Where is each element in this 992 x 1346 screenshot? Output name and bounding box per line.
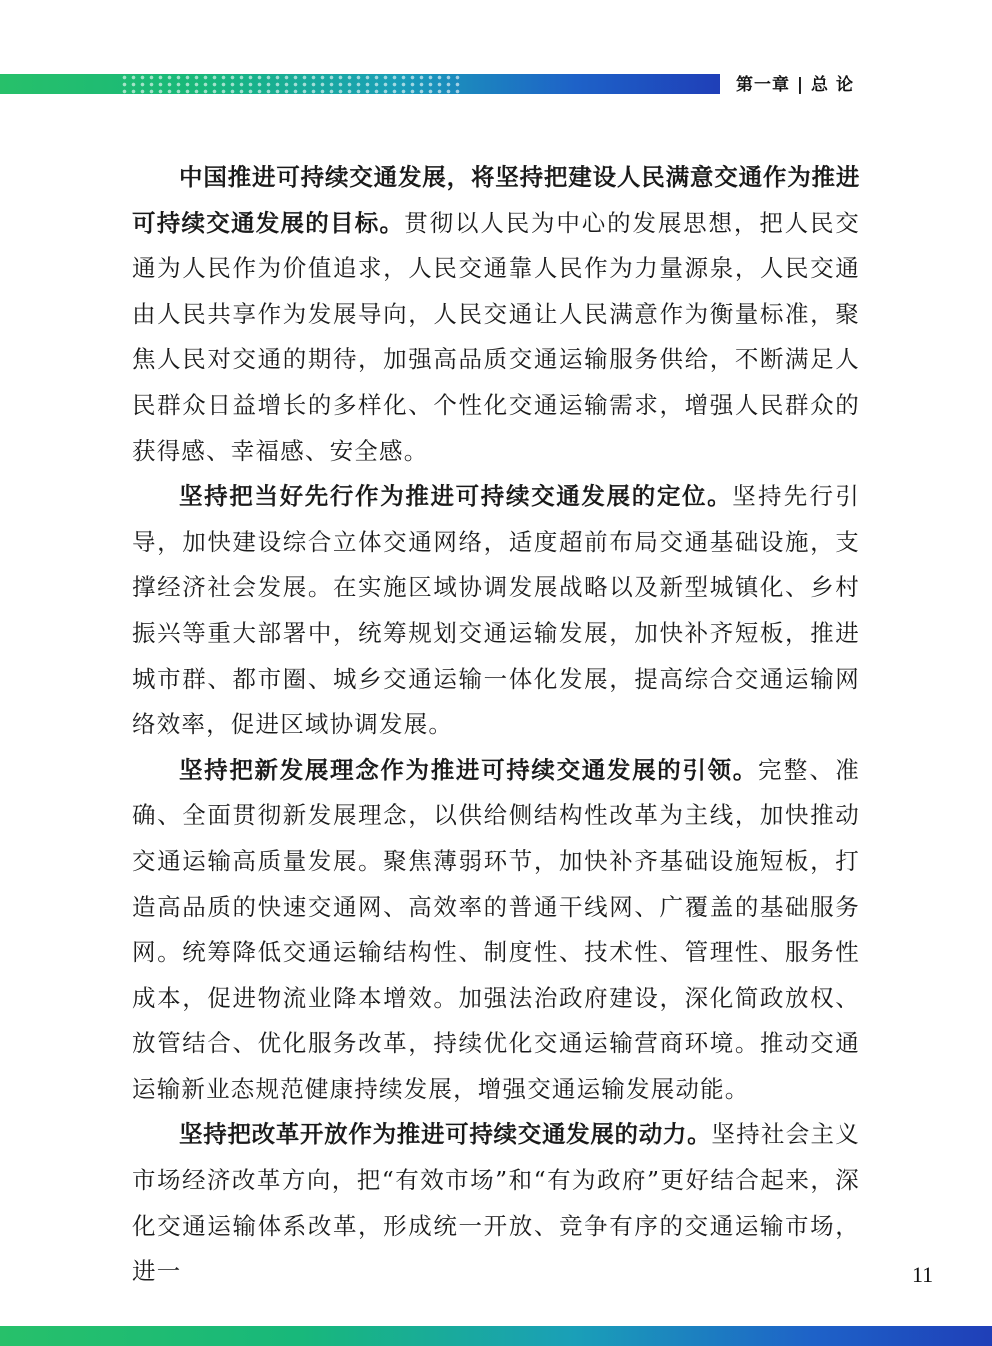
paragraph-positioning — [132, 474, 860, 748]
paragraph-lead: 坚持把当好先行作为推进可持续交通发展的定位。 — [179, 482, 733, 511]
paragraph-body: 坚持社会主义市场经济改革方向，把“有效市场”和“有为政府”更好结合起来，深化交通运输体系改革，形成统一开放、竞争有序的交通运输市场，进一 — [132, 1120, 860, 1286]
header-dot-pattern — [120, 74, 460, 94]
page-number: 11 — [912, 1262, 934, 1287]
paragraph-body: 完整、准确、全面贯彻新发展理念，以供给侧结构性改革为主线，加快推动交通运输高质量发展。聚焦薄弱环节，加快补齐基础设施短板，打造高品质的快速交通网、高效率的普通干线网、广覆盖的基础服务网。统筹降低交通运输结构性、制度性、技术性、管理性、服务性成本，促进物流业降本增效。加强法治政府建设，深化简政放权、放管结合、优化服务改革，持续优化交通运输营商环境。推动交通运输新业态规范健康持续发展，增强交通运输发展动能。 — [132, 755, 860, 1103]
paragraph-lead: 坚持把改革开放作为推进可持续交通发展的动力。 — [179, 1120, 712, 1149]
footer-color-band — [0, 1326, 992, 1346]
paragraph-body: 坚持先行引导，加快建设综合立体交通网络，适度超前布局交通基础设施，支撑经济社会发展。在实施区域协调发展战略以及新型城镇化、乡村振兴等重大部署中，统筹规划交通运输发展，加快补齐短板，推进城市群、都市圈、城乡交通运输一体化发展，提高综合交通运输网络效率，促进区域协调发展。 — [132, 482, 860, 739]
paragraph-guidance — [132, 748, 860, 1113]
paragraph-goal — [132, 155, 860, 474]
paragraph-driving-force — [132, 1112, 860, 1294]
chapter-label: 第一章 | 总 论 — [736, 75, 854, 95]
paragraph-lead: 中国推进可持续交通发展，将坚持把建设人民满意交通作为推进可持续交通发展的目标。 — [132, 163, 860, 237]
paragraph-body: 贯彻以人民为中心的发展思想，把人民交通为人民作为价值追求，人民交通靠人民作为力量源泉，人民交通由人民共享作为发展导向，人民交通让人民满意作为衡量标准，聚焦人民对交通的期待，加强高品质交通运输服务供给，不断满足人民群众日益增长的多样化、个性化交通运输需求，增强人民群众的获得感、幸福感、安全感。 — [132, 208, 860, 465]
body-text — [132, 155, 860, 1295]
paragraph-lead: 坚持把新发展理念作为推进可持续交通发展的引领。 — [179, 755, 758, 784]
